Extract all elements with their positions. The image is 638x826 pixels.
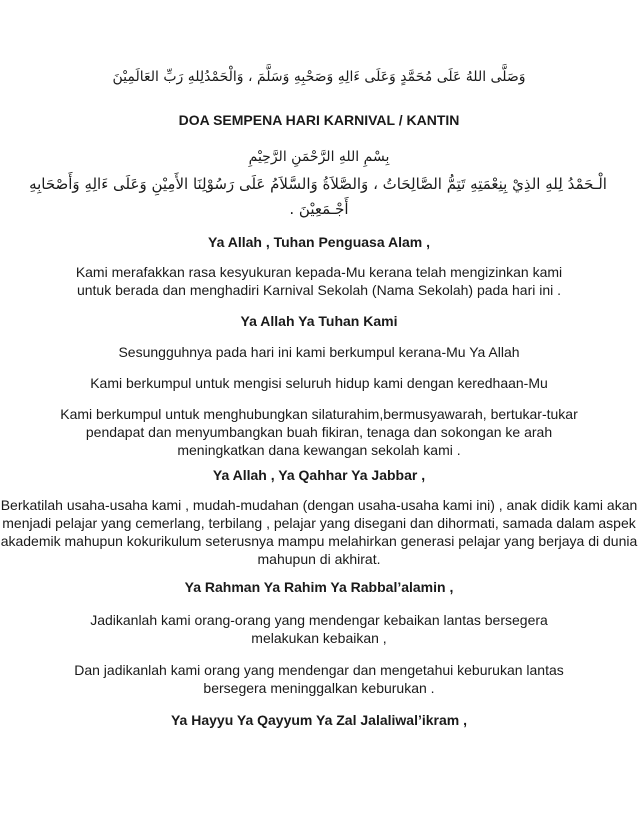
arabic-basmalah: بِسْمِ اللهِ الرَّحْمَنِ الرَّحِيْمِ <box>248 149 390 165</box>
line-berkumpul-kerana-mu: Sesungguhnya pada hari ini kami berkumpul kerana-Mu Ya Allah <box>118 344 520 360</box>
paragraph-berkatilah: Berkatilah usaha-usaha kami , mudah-mudahan (dengan usaha-usaha kami ini) , anak didik kami akan menjadi pelajar yang cemerlang, terbilang , pelajar yang disegani dan dihormati, samada dalam aspek akademik mahupun kokurikulum seterusnya mampu melahirkan generasi pelajar yang berjaya di dunia mahupun di akhirat. <box>0 497 638 567</box>
paragraph-jadikanlah-kebaikan: Jadikanlah kami orang-orang yang mendengar kebaikan lantas bersegera melakukan kebaikan , <box>90 612 548 646</box>
heading-ya-allah-tuhan-penguasa-alam: Ya Allah , Tuhan Penguasa Alam , <box>208 234 430 250</box>
heading-ya-hayyu-ya-qayyum: Ya Hayyu Ya Qayyum Ya Zal Jalaliwal’ikram , <box>170 712 467 728</box>
arabic-salawat: وَصَلَّى اللهُ عَلَى مُحَمَّدٍ وَعَلَى ءَالِهِ وَصَحْبِهِ وَسَلَّمَ ، وَالْحَمْدُلِلهِ رَبِّ العَالَمِيْنَ <box>112 69 526 85</box>
paragraph-jadikanlah-keburukan: Dan jadikanlah kami orang yang mendengar dan mengetahui keburukan lantas bersegera meninggalkan keburukan . <box>74 662 564 696</box>
arabic-hamdalah-line-2: أَجْـمَعِيْنَ . <box>289 200 349 218</box>
heading-ya-rahman-ya-rahim: Ya Rahman Ya Rahim Ya Rabbal’alamin , <box>184 579 454 595</box>
heading-ya-allah-ya-tuhan-kami: Ya Allah Ya Tuhan Kami <box>240 313 398 329</box>
document-title: DOA SEMPENA HARI KARNIVAL / KANTIN <box>178 112 460 128</box>
heading-ya-qahhar-ya-jabbar: Ya Allah , Ya Qahhar Ya Jabbar , <box>212 467 426 483</box>
arabic-hamdalah-line-1: الْـحَمْدُ لِلهِ الذِيْ بِنِعْمَتِهِ تَتِمُّ الصَّالِحَاتُ ، وَالصَّلاَةُ وَالسَّلاَمُ عَلَى رَسُوْلِنَا الأَمِيْنِ وَعَلَى ءَالِهِ وَأَصْحَابِهِ <box>29 175 607 193</box>
paragraph-silaturahim: Kami berkumpul untuk menghubungkan silaturahim,bermusyawarah, bertukar-tukar pendapat dan menyumbangkan buah fikiran, tenaga dan sokongan ke arah meningkatkan dana kewangan sekolah kami . <box>60 406 578 458</box>
line-berkumpul-keredhaan: Kami berkumpul untuk mengisi seluruh hidup kami dengan keredhaan-Mu <box>90 375 548 391</box>
paragraph-kesyukuran: Kami merafakkan rasa kesyukuran kepada-Mu kerana telah mengizinkan kami untuk berada dan menghadiri Karnival Sekolah (Nama Sekolah) pada hari ini . <box>75 264 563 298</box>
